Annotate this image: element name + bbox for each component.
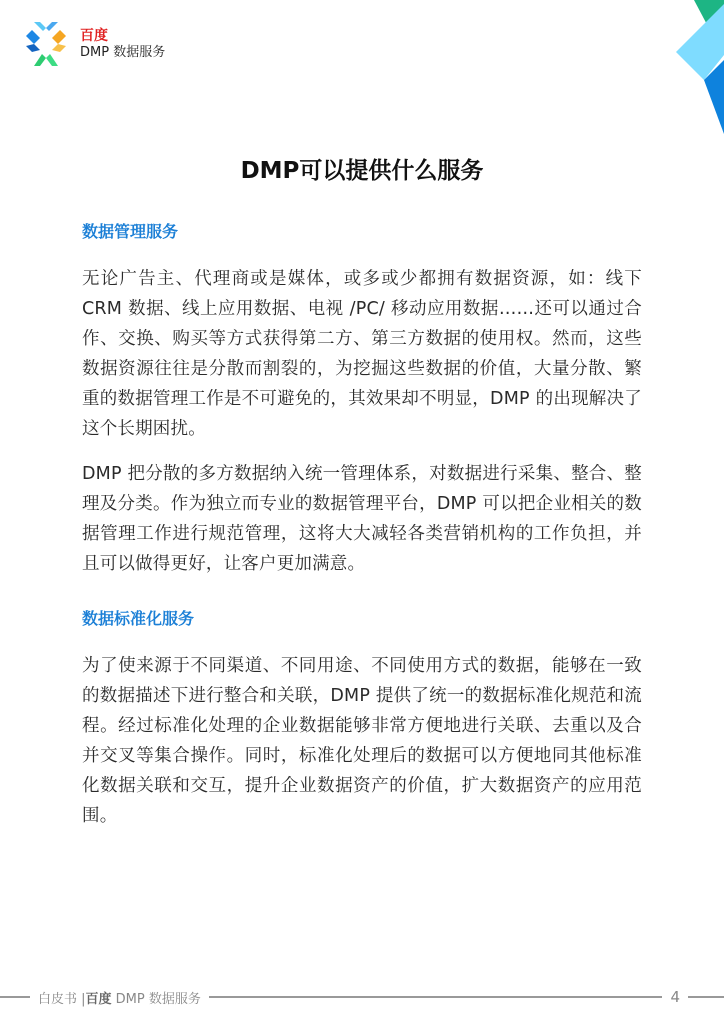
paragraph: DMP 把分散的多方数据纳入统一管理体系，对数据进行采集、整合、整理及分类。作为独立而专业的数据管理平台，DMP 可以把企业相关的数据管理工作进行规范管理，这将大大减轻各类营销机构的工作负担，并且可以做得更好，让客户更加满意。 — [82, 464, 642, 574]
paragraph: 无论广告主、代理商或是媒体，或多或少都拥有数据资源，如：线下CRM 数据、线上应用数据、电视 /PC/ 移动应用数据……还可以通过合作、交换、购买等方式获得第二方、第三方数据的使用权。然而，这些数据资源往往是分散而割裂的，为挖掘这些数据的价值，大量分散、繁重的数据管理工作是不可避免的，其效果却不明显，DMP 的出现解决了这个长期困扰。 — [82, 269, 642, 439]
brand-name: 百度 — [80, 28, 108, 44]
footer-divider — [209, 996, 663, 998]
page-title: DMP可以提供什么服务 — [240, 158, 484, 184]
footer-divider — [688, 996, 724, 998]
paragraph: 为了使来源于不同渠道、不同用途、不同使用方式的数据，能够在一致的数据描述下进行整合和关联，DMP 提供了统一的数据标准化规范和流程。经过标准化处理的企业数据能够非常方便地进行关联、去重以及合并交叉等集合操作。同时，标准化处理后的数据可以方便地同其他标准化数据关联和交互，提升企业数据资产的价值，扩大数据资产的应用范围。 — [82, 656, 642, 826]
footer-suffix: DMP 数据服务 — [115, 991, 201, 1007]
footer-divider — [0, 996, 30, 998]
footer-brand: 百度 — [85, 991, 112, 1007]
footer-text — [38, 988, 201, 1007]
section-heading: 数据管理服务 — [82, 222, 179, 241]
baidu-dmp-logo-icon — [26, 22, 66, 66]
section-heading: 数据标准化服务 — [82, 609, 195, 628]
corner-decoration-icon — [634, 0, 724, 140]
brand-sub: DMP 数据服务 — [80, 45, 166, 60]
footer — [0, 986, 724, 1008]
brand — [80, 28, 165, 62]
page-number: 4 — [670, 988, 680, 1006]
content — [82, 218, 642, 846]
footer-prefix: 白皮书 | — [38, 991, 86, 1007]
